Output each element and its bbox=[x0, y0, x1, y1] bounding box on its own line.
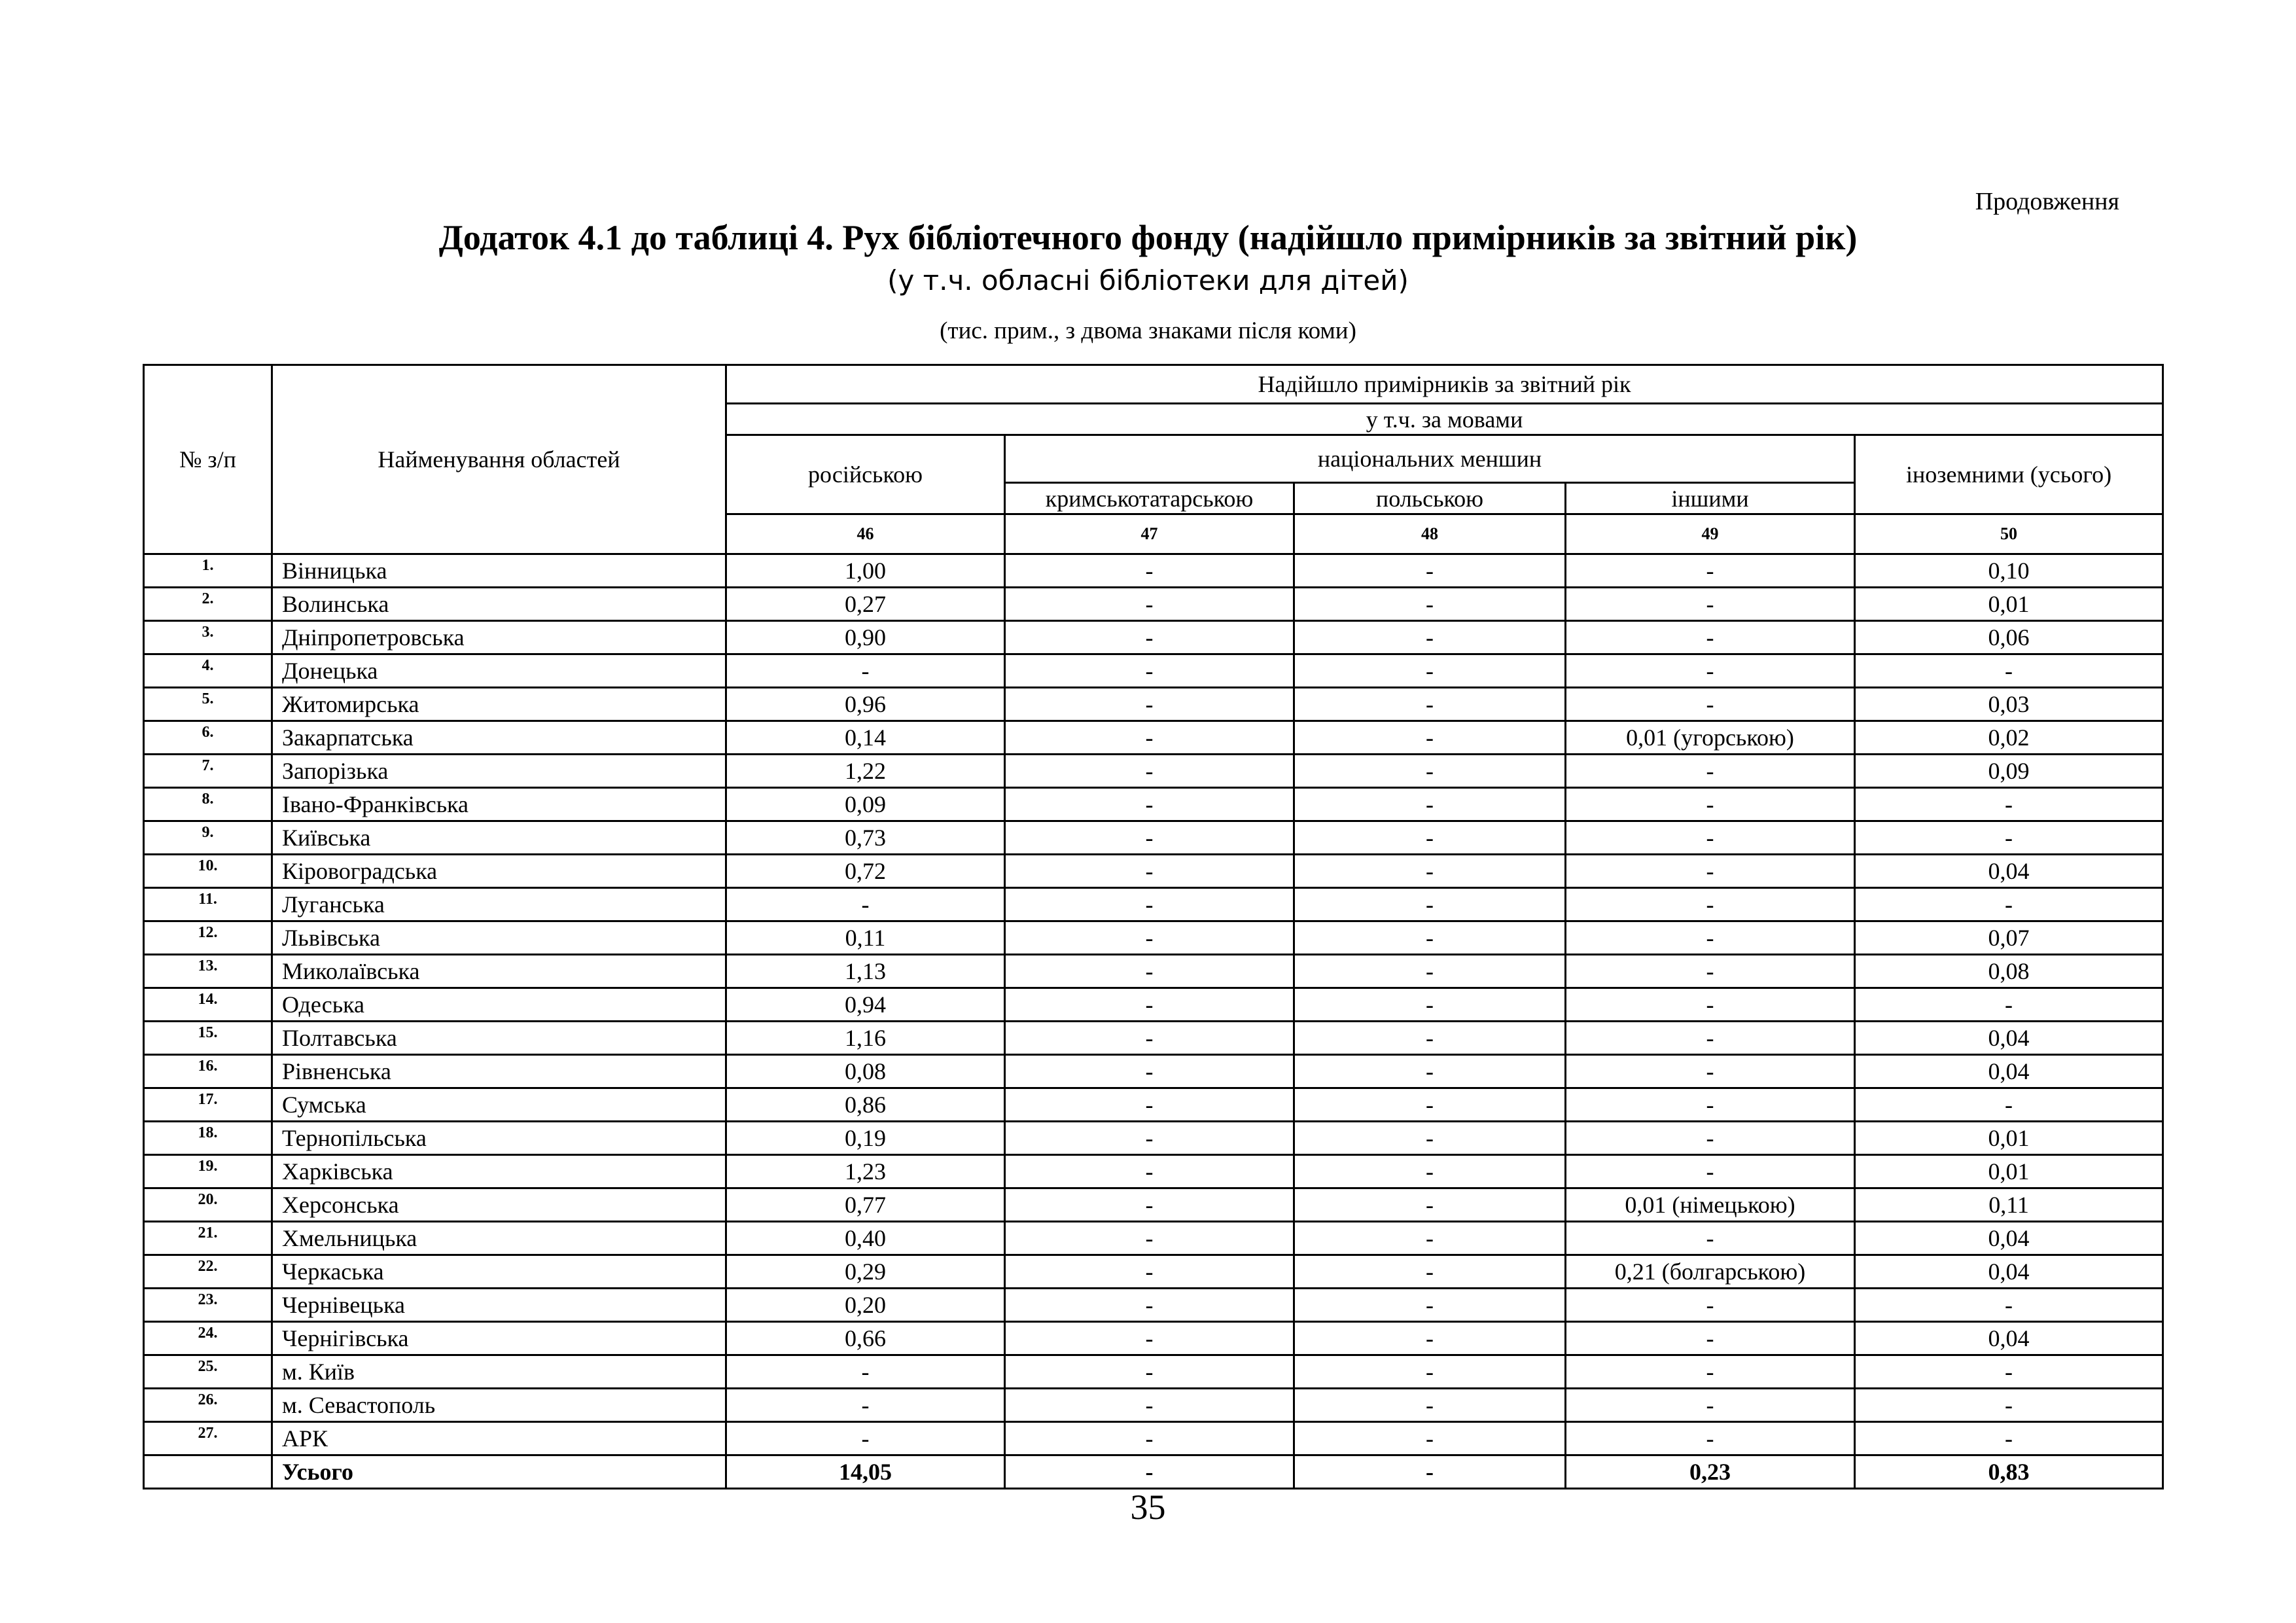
table-row bbox=[144, 1222, 2163, 1255]
row-index: 6. bbox=[144, 721, 272, 755]
cell-foreign: 0,04 bbox=[1855, 1022, 2163, 1055]
cell-foreign: 0,01 bbox=[1855, 1122, 2163, 1155]
cell-other: - bbox=[1566, 955, 1855, 988]
cell-foreign: 0,04 bbox=[1855, 1322, 2163, 1355]
col-number-48: 48 bbox=[1294, 514, 1566, 554]
cell-crimean-tatar: - bbox=[1005, 955, 1294, 988]
cell-crimean-tatar: - bbox=[1005, 1022, 1294, 1055]
cell-polish: - bbox=[1294, 1355, 1566, 1389]
region-name: Чернівецька bbox=[272, 1289, 726, 1322]
table-row bbox=[144, 1088, 2163, 1122]
cell-polish: - bbox=[1294, 1389, 1566, 1422]
region-name: Волинська bbox=[272, 588, 726, 621]
region-name: Дніпропетровська bbox=[272, 621, 726, 654]
group-header-received: Надійшло примірників за звітний рік bbox=[726, 365, 2163, 404]
cell-polish: - bbox=[1294, 588, 1566, 621]
cell-other: - bbox=[1566, 1355, 1855, 1389]
cell-russian: 0,08 bbox=[726, 1055, 1005, 1088]
cell-foreign: 0,04 bbox=[1855, 1055, 2163, 1088]
cell-other: - bbox=[1566, 921, 1855, 955]
cell-other: - bbox=[1566, 588, 1855, 621]
region-name: Рівненська bbox=[272, 1055, 726, 1088]
region-name: Усього bbox=[272, 1455, 726, 1489]
cell-foreign: 0,09 bbox=[1855, 755, 2163, 788]
cell-russian: - bbox=[726, 888, 1005, 921]
cell-other: - bbox=[1566, 1289, 1855, 1322]
table-row bbox=[144, 955, 2163, 988]
region-name: Київська bbox=[272, 821, 726, 855]
row-index: 26. bbox=[144, 1389, 272, 1422]
cell-polish: - bbox=[1294, 955, 1566, 988]
cell-russian: 1,16 bbox=[726, 1022, 1005, 1055]
cell-russian: - bbox=[726, 654, 1005, 688]
cell-polish: - bbox=[1294, 721, 1566, 755]
cell-russian: 0,73 bbox=[726, 821, 1005, 855]
col-header-polish: польською bbox=[1294, 483, 1566, 514]
cell-polish: - bbox=[1294, 1422, 1566, 1455]
col-number-49: 49 bbox=[1566, 514, 1855, 554]
cell-russian: 0,11 bbox=[726, 921, 1005, 955]
cell-russian: 0,09 bbox=[726, 788, 1005, 821]
cell-russian: 1,22 bbox=[726, 755, 1005, 788]
region-name: Херсонська bbox=[272, 1188, 726, 1222]
cell-polish: - bbox=[1294, 1155, 1566, 1188]
cell-foreign: 0,83 bbox=[1855, 1455, 2163, 1489]
region-name: м. Київ bbox=[272, 1355, 726, 1389]
cell-polish: - bbox=[1294, 855, 1566, 888]
table-row bbox=[144, 1289, 2163, 1322]
col-header-crimean-tatar: кримськотатарською bbox=[1005, 483, 1294, 514]
cell-other: - bbox=[1566, 1022, 1855, 1055]
cell-russian: 0,72 bbox=[726, 855, 1005, 888]
region-name: Одеська bbox=[272, 988, 726, 1022]
region-name: Івано-Франківська bbox=[272, 788, 726, 821]
group-header-languages: у т.ч. за мовами bbox=[726, 404, 2163, 435]
row-index: 8. bbox=[144, 788, 272, 821]
cell-other: - bbox=[1566, 1422, 1855, 1455]
cell-foreign: 0,04 bbox=[1855, 1255, 2163, 1289]
cell-crimean-tatar: - bbox=[1005, 1188, 1294, 1222]
cell-foreign: 0,02 bbox=[1855, 721, 2163, 755]
cell-crimean-tatar: - bbox=[1005, 1155, 1294, 1188]
cell-foreign: 0,01 bbox=[1855, 1155, 2163, 1188]
cell-polish: - bbox=[1294, 621, 1566, 654]
row-index: 4. bbox=[144, 654, 272, 688]
table-row bbox=[144, 1055, 2163, 1088]
cell-other: - bbox=[1566, 1389, 1855, 1422]
cell-russian: 0,86 bbox=[726, 1088, 1005, 1122]
row-index: 10. bbox=[144, 855, 272, 888]
cell-foreign: - bbox=[1855, 1389, 2163, 1422]
cell-polish: - bbox=[1294, 1322, 1566, 1355]
cell-russian: 0,77 bbox=[726, 1188, 1005, 1222]
cell-polish: - bbox=[1294, 888, 1566, 921]
cell-foreign: - bbox=[1855, 788, 2163, 821]
cell-foreign: 0,04 bbox=[1855, 1222, 2163, 1255]
table-row bbox=[144, 1355, 2163, 1389]
table-row bbox=[144, 1188, 2163, 1222]
region-name: Львівська bbox=[272, 921, 726, 955]
region-name: Луганська bbox=[272, 888, 726, 921]
region-name: Черкаська bbox=[272, 1255, 726, 1289]
cell-foreign: - bbox=[1855, 888, 2163, 921]
cell-crimean-tatar: - bbox=[1005, 554, 1294, 588]
table-row bbox=[144, 721, 2163, 755]
cell-crimean-tatar: - bbox=[1005, 1389, 1294, 1422]
region-name: Закарпатська bbox=[272, 721, 726, 755]
document-title: Додаток 4.1 до таблиці 4. Рух бібліотечного фонду (надійшло примірників за звітний рік) bbox=[438, 218, 1858, 257]
cell-other: - bbox=[1566, 788, 1855, 821]
table-row bbox=[144, 1122, 2163, 1155]
cell-foreign: - bbox=[1855, 654, 2163, 688]
cell-crimean-tatar: - bbox=[1005, 788, 1294, 821]
col-number-50: 50 bbox=[1855, 514, 2163, 554]
row-index: 9. bbox=[144, 821, 272, 855]
cell-crimean-tatar: - bbox=[1005, 921, 1294, 955]
cell-other: - bbox=[1566, 1055, 1855, 1088]
cell-polish: - bbox=[1294, 1088, 1566, 1122]
row-index: 18. bbox=[144, 1122, 272, 1155]
cell-foreign: - bbox=[1855, 1355, 2163, 1389]
cell-foreign: 0,08 bbox=[1855, 955, 2163, 988]
cell-other: - bbox=[1566, 688, 1855, 721]
cell-crimean-tatar: - bbox=[1005, 1088, 1294, 1122]
cell-foreign: - bbox=[1855, 1088, 2163, 1122]
cell-crimean-tatar: - bbox=[1005, 1055, 1294, 1088]
cell-polish: - bbox=[1294, 1222, 1566, 1255]
cell-foreign: 0,04 bbox=[1855, 855, 2163, 888]
table-row bbox=[144, 921, 2163, 955]
cell-russian: - bbox=[726, 1422, 1005, 1455]
region-name: Миколаївська bbox=[272, 955, 726, 988]
col-header-other: іншими bbox=[1566, 483, 1855, 514]
table-row bbox=[144, 855, 2163, 888]
col-number-46: 46 bbox=[726, 514, 1005, 554]
region-name: Харківська bbox=[272, 1155, 726, 1188]
cell-russian: 0,66 bbox=[726, 1322, 1005, 1355]
cell-crimean-tatar: - bbox=[1005, 1455, 1294, 1489]
row-index: 16. bbox=[144, 1055, 272, 1088]
region-name: Житомирська bbox=[272, 688, 726, 721]
region-name: Кіровоградська bbox=[272, 855, 726, 888]
row-index: 7. bbox=[144, 755, 272, 788]
cell-crimean-tatar: - bbox=[1005, 1222, 1294, 1255]
cell-other: - bbox=[1566, 1322, 1855, 1355]
group-header-minorities: національних меншин bbox=[1005, 435, 1855, 483]
document-subtitle: (у т.ч. обласні бібліотеки для дітей) bbox=[887, 264, 1409, 296]
region-name: Полтавська bbox=[272, 1022, 726, 1055]
cell-polish: - bbox=[1294, 688, 1566, 721]
table-body bbox=[144, 554, 2163, 1489]
cell-russian: - bbox=[726, 1355, 1005, 1389]
cell-russian: 0,29 bbox=[726, 1255, 1005, 1289]
cell-russian: 1,13 bbox=[726, 955, 1005, 988]
cell-crimean-tatar: - bbox=[1005, 1422, 1294, 1455]
cell-other: - bbox=[1566, 1122, 1855, 1155]
cell-crimean-tatar: - bbox=[1005, 1289, 1294, 1322]
region-name: Сумська bbox=[272, 1088, 726, 1122]
region-name: Чернігівська bbox=[272, 1322, 726, 1355]
cell-polish: - bbox=[1294, 755, 1566, 788]
row-index: 12. bbox=[144, 921, 272, 955]
cell-other: - bbox=[1566, 554, 1855, 588]
cell-russian: 0,40 bbox=[726, 1222, 1005, 1255]
cell-foreign: 0,03 bbox=[1855, 688, 2163, 721]
cell-crimean-tatar: - bbox=[1005, 1355, 1294, 1389]
cell-foreign: 0,01 bbox=[1855, 588, 2163, 621]
cell-polish: - bbox=[1294, 1022, 1566, 1055]
cell-polish: - bbox=[1294, 788, 1566, 821]
table-row bbox=[144, 1322, 2163, 1355]
cell-crimean-tatar: - bbox=[1005, 688, 1294, 721]
col-header-number: № з/п bbox=[144, 365, 272, 554]
cell-crimean-tatar: - bbox=[1005, 654, 1294, 688]
cell-crimean-tatar: - bbox=[1005, 588, 1294, 621]
cell-foreign: - bbox=[1855, 821, 2163, 855]
cell-polish: - bbox=[1294, 1122, 1566, 1155]
cell-other: - bbox=[1566, 1155, 1855, 1188]
cell-foreign: - bbox=[1855, 988, 2163, 1022]
cell-other: - bbox=[1566, 1222, 1855, 1255]
row-index: 3. bbox=[144, 621, 272, 654]
col-header-region: Найменування областей bbox=[272, 365, 726, 554]
table-header bbox=[144, 365, 2163, 554]
cell-polish: - bbox=[1294, 821, 1566, 855]
row-index: 2. bbox=[144, 588, 272, 621]
cell-foreign: 0,06 bbox=[1855, 621, 2163, 654]
row-index: 27. bbox=[144, 1422, 272, 1455]
cell-other: 0,23 bbox=[1566, 1455, 1855, 1489]
cell-foreign: 0,10 bbox=[1855, 554, 2163, 588]
col-number-47: 47 bbox=[1005, 514, 1294, 554]
row-index: 20. bbox=[144, 1188, 272, 1222]
region-name: Тернопільська bbox=[272, 1122, 726, 1155]
cell-russian: 14,05 bbox=[726, 1455, 1005, 1489]
page-number: 35 bbox=[1130, 1488, 1166, 1527]
table-row bbox=[144, 888, 2163, 921]
units-note: (тис. прим., з двома знаками після коми) bbox=[940, 317, 1356, 344]
col-header-russian: російською bbox=[726, 435, 1005, 514]
continuation-label: Продовження bbox=[1975, 188, 2119, 215]
cell-other: - bbox=[1566, 621, 1855, 654]
cell-crimean-tatar: - bbox=[1005, 988, 1294, 1022]
cell-polish: - bbox=[1294, 1188, 1566, 1222]
cell-russian: 0,19 bbox=[726, 1122, 1005, 1155]
cell-polish: - bbox=[1294, 1255, 1566, 1289]
table-row bbox=[144, 654, 2163, 688]
row-index bbox=[144, 1455, 272, 1489]
cell-crimean-tatar: - bbox=[1005, 721, 1294, 755]
cell-crimean-tatar: - bbox=[1005, 621, 1294, 654]
cell-russian: 0,27 bbox=[726, 588, 1005, 621]
cell-foreign: 0,07 bbox=[1855, 921, 2163, 955]
table-row-total bbox=[144, 1455, 2163, 1489]
table-row bbox=[144, 621, 2163, 654]
cell-russian: 0,96 bbox=[726, 688, 1005, 721]
cell-other: - bbox=[1566, 855, 1855, 888]
row-index: 25. bbox=[144, 1355, 272, 1389]
cell-crimean-tatar: - bbox=[1005, 821, 1294, 855]
table-row bbox=[144, 755, 2163, 788]
cell-other: - bbox=[1566, 821, 1855, 855]
table-row bbox=[144, 1422, 2163, 1455]
row-index: 11. bbox=[144, 888, 272, 921]
cell-foreign: 0,11 bbox=[1855, 1188, 2163, 1222]
row-index: 23. bbox=[144, 1289, 272, 1322]
table-row bbox=[144, 1155, 2163, 1188]
cell-crimean-tatar: - bbox=[1005, 755, 1294, 788]
row-index: 5. bbox=[144, 688, 272, 721]
cell-russian: 1,23 bbox=[726, 1155, 1005, 1188]
row-index: 1. bbox=[144, 554, 272, 588]
row-index: 15. bbox=[144, 1022, 272, 1055]
row-index: 17. bbox=[144, 1088, 272, 1122]
cell-other: - bbox=[1566, 755, 1855, 788]
table-row bbox=[144, 688, 2163, 721]
cell-polish: - bbox=[1294, 554, 1566, 588]
cell-foreign: - bbox=[1855, 1289, 2163, 1322]
cell-russian: - bbox=[726, 1389, 1005, 1422]
cell-other: - bbox=[1566, 988, 1855, 1022]
region-name: Вінницька bbox=[272, 554, 726, 588]
table-row bbox=[144, 821, 2163, 855]
row-index: 13. bbox=[144, 955, 272, 988]
library-fund-table bbox=[143, 364, 2164, 1489]
region-name: АРК bbox=[272, 1422, 726, 1455]
cell-other: - bbox=[1566, 654, 1855, 688]
row-index: 24. bbox=[144, 1322, 272, 1355]
row-index: 14. bbox=[144, 988, 272, 1022]
cell-polish: - bbox=[1294, 1289, 1566, 1322]
row-index: 21. bbox=[144, 1222, 272, 1255]
cell-crimean-tatar: - bbox=[1005, 1122, 1294, 1155]
table-row bbox=[144, 554, 2163, 588]
cell-foreign: - bbox=[1855, 1422, 2163, 1455]
cell-polish: - bbox=[1294, 921, 1566, 955]
cell-other: - bbox=[1566, 1088, 1855, 1122]
cell-other: 0,01 (угорською) bbox=[1566, 721, 1855, 755]
cell-russian: 0,20 bbox=[726, 1289, 1005, 1322]
table-row bbox=[144, 788, 2163, 821]
row-index: 19. bbox=[144, 1155, 272, 1188]
cell-crimean-tatar: - bbox=[1005, 1255, 1294, 1289]
row-index: 22. bbox=[144, 1255, 272, 1289]
cell-other: - bbox=[1566, 888, 1855, 921]
table-row bbox=[144, 988, 2163, 1022]
cell-other: 0,21 (болгарською) bbox=[1566, 1255, 1855, 1289]
cell-crimean-tatar: - bbox=[1005, 855, 1294, 888]
cell-polish: - bbox=[1294, 1055, 1566, 1088]
cell-russian: 0,94 bbox=[726, 988, 1005, 1022]
region-name: Хмельницька bbox=[272, 1222, 726, 1255]
cell-other: 0,01 (німецькою) bbox=[1566, 1188, 1855, 1222]
cell-crimean-tatar: - bbox=[1005, 888, 1294, 921]
cell-polish: - bbox=[1294, 1455, 1566, 1489]
region-name: м. Севастополь bbox=[272, 1389, 726, 1422]
table-row bbox=[144, 1022, 2163, 1055]
col-header-foreign: іноземними (усього) bbox=[1855, 435, 2163, 514]
cell-polish: - bbox=[1294, 988, 1566, 1022]
cell-polish: - bbox=[1294, 654, 1566, 688]
table-row bbox=[144, 588, 2163, 621]
region-name: Запорізька bbox=[272, 755, 726, 788]
cell-russian: 0,90 bbox=[726, 621, 1005, 654]
cell-russian: 1,00 bbox=[726, 554, 1005, 588]
table-row bbox=[144, 1255, 2163, 1289]
cell-crimean-tatar: - bbox=[1005, 1322, 1294, 1355]
table-row bbox=[144, 1389, 2163, 1422]
region-name: Донецька bbox=[272, 654, 726, 688]
cell-russian: 0,14 bbox=[726, 721, 1005, 755]
